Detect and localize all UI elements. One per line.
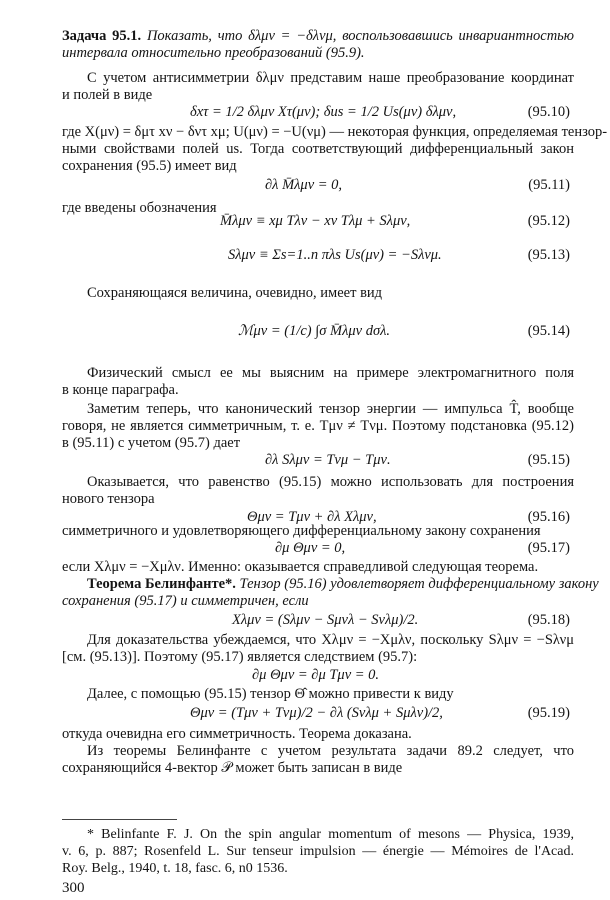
theorem-label: Теорема Белинфанте*. [87, 576, 236, 592]
paragraph-line: откуда очевидна его симметричность. Теорема доказана. [62, 726, 412, 742]
paragraph-line: Оказывается, что равенство (95.15) можно использовать для построения [87, 474, 574, 490]
equation-unnumbered: ∂μ Θμν = ∂μ Tμν = 0. [252, 667, 380, 683]
equation-95-12: M̄λμν ≡ xμ Tλν − xν Tλμ + Sλμν, [220, 213, 411, 229]
equation-number: (95.15) [527, 452, 570, 468]
equation-95-10: δxτ = 1/2 δλμν Xτ(μν); δus = 1/2 Us(μν) δλμν, [190, 104, 457, 120]
equation-95-11: ∂λ M̄λμν = 0, [265, 177, 343, 193]
equation-95-17: ∂μ Θμν = 0, [275, 540, 346, 556]
page-number: 300 [62, 880, 85, 896]
paragraph-line: говоря, не является симметричным, т. е. Tμν ≠ Tνμ. Поэтому подстановка (95.12) [62, 418, 574, 434]
theorem-text-1: Тензор (95.16) удовлетворяет дифференциальному закону [239, 576, 599, 592]
paragraph-line: Для доказательства убеждаемся, что Xλμν = −Xμλν, поскольку Sλμν = −Sλνμ [87, 632, 574, 648]
paragraph-line: в конце параграфа. [62, 382, 179, 398]
equation-95-19: Θμν = (Tμν + Tνμ)/2 − ∂λ (Sνλμ + Sμλν)/2, [190, 705, 443, 721]
footnote-divider [62, 819, 177, 820]
task-label: Задача 95.1. [62, 28, 142, 44]
paragraph-line: Заметим теперь, что канонический тензор энергии — импульса T̂, вообще [87, 401, 574, 417]
equation-95-14: ℳμν = (1/c) ∫σ M̄λμν dσλ. [238, 323, 391, 339]
equation-number: (95.11) [528, 177, 570, 193]
equation-95-15: ∂λ Sλμν = Tνμ − Tμν. [265, 452, 391, 468]
equation-95-18: Xλμν = (Sλμν − Sμνλ − Sνλμ)/2. [232, 612, 419, 628]
footnote-line: Roy. Belg., 1940, t. 18, fasc. 6, n0 1536. [62, 861, 288, 876]
paragraph-line: и полей в виде [62, 87, 153, 103]
paragraph-line: симметричного и удовлетворяющего дифференциальному закону сохранения [62, 523, 541, 539]
equation-number: (95.17) [527, 540, 570, 556]
paragraph-line: С учетом антисимметрии δλμν представим наше преобразование координат [87, 70, 574, 86]
paragraph-line: где введены обозначения [62, 200, 217, 216]
paragraph-line: Из теоремы Белинфанте с учетом результата задачи 89.2 следует, что [87, 743, 574, 759]
equation-number: (95.14) [527, 323, 570, 339]
paragraph-line: где X(μν) = δμτ xν − δντ xμ; U(μν) = −U(νμ) — некоторая функция, определяемая тензор- [62, 124, 608, 140]
paragraph-line: если Xλμν = −Xμλν. Именно: оказывается справедливой следующая теорема. [62, 559, 539, 575]
paragraph-line: ными свойствами полей us. Тогда соответствующий дифференциальный закон [62, 141, 574, 157]
paragraph-line: сохраняющийся 4-вектор 𝒫 может быть записан в виде [62, 760, 403, 776]
paragraph-line: в (95.11) с учетом (95.7) дает [62, 435, 241, 451]
equation-number: (95.10) [527, 104, 570, 120]
paragraph-line: [см. (95.13)]. Поэтому (95.17) является следствием (95.7): [62, 649, 418, 665]
paragraph-line: сохранения (95.5) имеет вид [62, 158, 237, 174]
equation-number: (95.18) [527, 612, 570, 628]
footnote-line: v. 6, p. 887; Rosenfeld L. Sur tenseur impulsion — énergie — Mémoires de l'Acad. [62, 844, 574, 859]
paragraph-line: Физический смысл ее мы выясним на примере электромагнитного поля [87, 365, 574, 381]
theorem-line-1 [62, 576, 599, 593]
task-line-1 [62, 28, 574, 45]
equation-95-13: Sλμν ≡ Σs=1..n πλs Us(μν) = −Sλνμ. [228, 247, 442, 263]
task-text-1: Показать, что δλμν = −δλνμ, воспользовавшись инвариантностью [146, 28, 575, 44]
equation-number: (95.13) [527, 247, 570, 263]
equation-number: (95.19) [527, 705, 570, 721]
equation-number: (95.16) [527, 509, 570, 525]
equation-number: (95.12) [527, 213, 570, 229]
theorem-line-2: сохранения (95.17) и симметричен, если [62, 593, 309, 609]
paragraph-line: Сохраняющаяся величина, очевидно, имеет вид [87, 285, 383, 301]
paragraph-line: Далее, с помощью (95.15) тензор Θ̂ можно привести к виду [87, 686, 454, 702]
paragraph-line: нового тензора [62, 491, 155, 507]
footnote-line: * Belinfante F. J. On the spin angular momentum of mesons — Physica, 1939, [87, 827, 574, 842]
task-line-2: интервала относительно преобразований (95.9). [62, 45, 365, 61]
equation-95-16: Θμν = Tμν + ∂λ Xλμν, [247, 509, 377, 525]
